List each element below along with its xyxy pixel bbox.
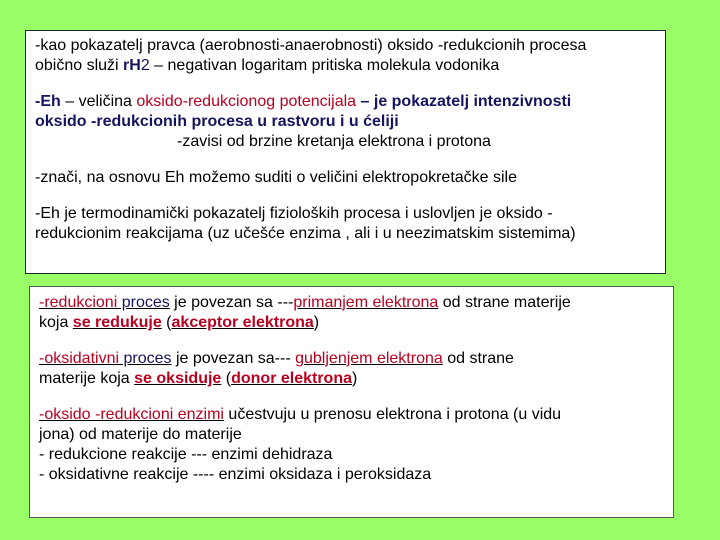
- paragraph-oksidativni: [39, 349, 665, 389]
- materije-koja: materije koja: [39, 370, 135, 387]
- paren-open-1: (: [161, 314, 172, 331]
- oksidativni-mid: je povezan sa---: [171, 350, 296, 367]
- se-oksiduje-term: se oksiduje: [134, 370, 222, 387]
- akceptor-term: akceptor elektrona: [171, 314, 314, 331]
- paragraph-enzimi: [39, 405, 665, 485]
- top-text-box: [25, 30, 666, 274]
- redukcioni-term: -redukcioni: [39, 294, 118, 311]
- paragraph-eh-sila: -znači, na osnovu Eh možemo suditi o veličini elektropokretačke sile: [35, 169, 518, 186]
- eh-term: -Eh: [35, 93, 61, 110]
- rh-subscript: 2: [140, 57, 150, 74]
- paren-close-2: ): [352, 370, 358, 387]
- enzimi-line-1: učestvuju u prenosu elektrona i protona (u vidu: [223, 406, 562, 423]
- paren-open-2: (: [221, 370, 232, 387]
- redukcioni-end: od strane materije: [438, 294, 571, 311]
- proces-term-2: proces: [119, 350, 172, 367]
- redukcioni-mid: je povezan sa ---: [169, 294, 294, 311]
- eh-line-2: oksido -redukcionih procesa u rastvoru i u ćeliji: [35, 113, 399, 130]
- paragraph-redukcioni: [39, 293, 665, 333]
- eh-red-term: oksido-redukcionog potencijala: [136, 93, 357, 110]
- paren-close-1: ): [313, 314, 320, 331]
- koja-1: koja: [39, 314, 73, 331]
- enzimi-line-3: - redukcione reakcije --- enzimi dehidraza: [39, 446, 333, 463]
- rh-line-1: -kao pokazatelj pravca (aerobnosti-anaerobnosti) oksido -redukcionih procesa: [35, 37, 587, 54]
- paragraph-termodinamicki: [35, 204, 657, 244]
- rh-term: rH: [123, 57, 141, 74]
- oksidativni-term: -oksidativni: [39, 350, 120, 367]
- primanjem-term: primanjem elektrona: [293, 294, 439, 311]
- paragraph-eh: [35, 92, 657, 152]
- enzimi-line-4: - oksidativne reakcije ---- enzimi oksidaza i peroksidaza: [39, 466, 432, 483]
- eh-dash: – veličina: [60, 93, 137, 110]
- termo-line-2: redukcionim reakcijama (uz učešće enzima , ali i u neezimatskim sistemima): [35, 225, 576, 242]
- eh-line-3: -zavisi od brzine kretanja elektrona i protona: [177, 133, 491, 150]
- oksidativni-end: od strane: [442, 350, 514, 367]
- enzimi-term: -oksido -redukcioni enzimi: [39, 406, 224, 423]
- donor-term: donor elektrona: [231, 370, 352, 387]
- paragraph-rh: [35, 36, 657, 76]
- enzimi-line-2: jona) od materije do materije: [39, 426, 242, 443]
- se-redukuje-term: se redukuje: [72, 314, 162, 331]
- rh-line-2-end: – negativan logaritam pritiska molekula vodonika: [149, 57, 500, 74]
- rh-line-2-start: obično služi: [35, 57, 124, 74]
- bottom-text-box: [29, 286, 674, 518]
- gubljenjem-term: gubljenjem elektrona: [295, 350, 443, 367]
- proces-term-1: proces: [117, 294, 170, 311]
- termo-line-1: -Eh je termodinamički pokazatelj fizioloških procesa i uslovljen je oksido -: [35, 205, 553, 222]
- eh-rest: – je pokazatelj intenzivnosti: [356, 93, 572, 110]
